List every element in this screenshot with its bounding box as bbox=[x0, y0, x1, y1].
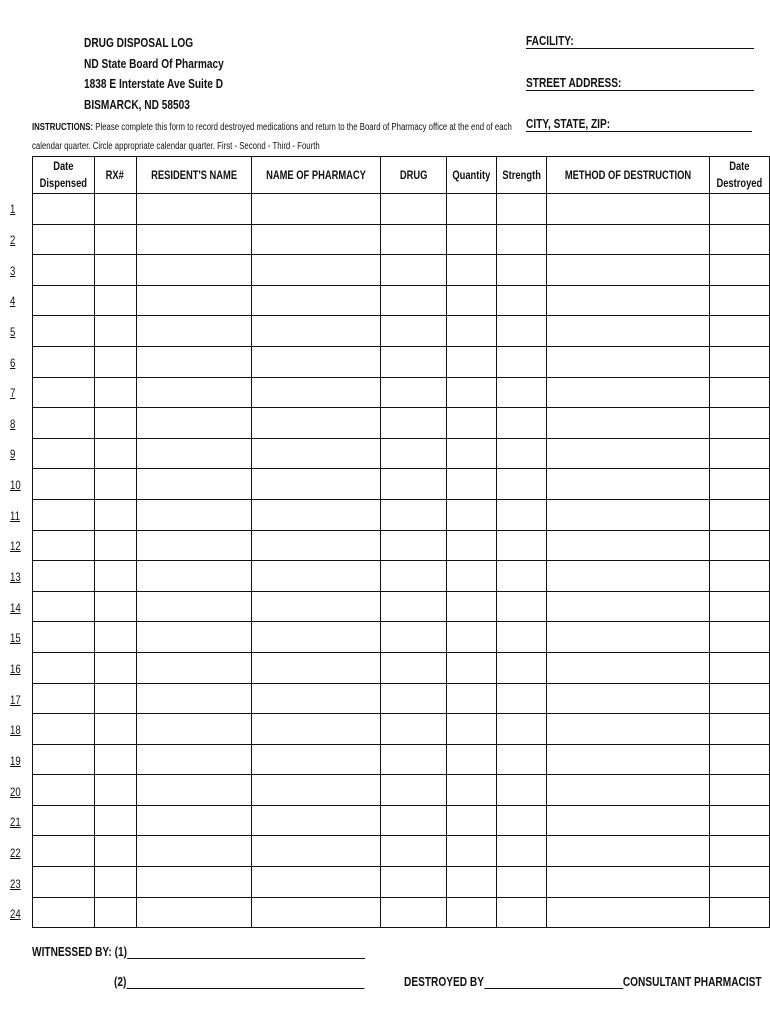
cell-quantity[interactable] bbox=[447, 622, 497, 653]
org-city: BISMARCK, ND 58503 bbox=[84, 96, 190, 112]
col-quantity: Quantity bbox=[447, 157, 497, 194]
cell-method[interactable] bbox=[547, 897, 710, 928]
cell-drug[interactable] bbox=[380, 530, 447, 561]
instructions bbox=[32, 118, 652, 156]
table-row bbox=[33, 805, 770, 836]
city-state-zip-label: CITY, STATE, ZIP: bbox=[526, 116, 611, 131]
drug-log-table bbox=[32, 156, 770, 928]
col-rx: RX# bbox=[94, 157, 136, 194]
table-row bbox=[33, 744, 770, 775]
row-number: 14 bbox=[10, 600, 21, 615]
table-row bbox=[33, 867, 770, 898]
cell-quantity[interactable] bbox=[447, 744, 497, 775]
cell-date-destroyed[interactable] bbox=[710, 683, 770, 714]
cell-quantity[interactable] bbox=[447, 683, 497, 714]
cell-quantity[interactable] bbox=[447, 867, 497, 898]
cell-rx[interactable] bbox=[94, 652, 136, 683]
cell-date-dispensed[interactable] bbox=[33, 897, 95, 928]
cell-date-dispensed[interactable] bbox=[33, 775, 95, 806]
witness-2-field[interactable] bbox=[114, 974, 435, 989]
row-number: 23 bbox=[10, 876, 21, 891]
cell-strength[interactable] bbox=[496, 194, 546, 225]
cell-resident-name[interactable] bbox=[136, 622, 251, 653]
cell-method[interactable] bbox=[547, 438, 710, 469]
row-number: 19 bbox=[10, 753, 21, 768]
cell-resident-name[interactable] bbox=[136, 683, 251, 714]
table-row bbox=[33, 683, 770, 714]
cell-rx[interactable] bbox=[94, 285, 136, 316]
cell-resident-name[interactable] bbox=[136, 285, 251, 316]
cell-date-destroyed[interactable] bbox=[710, 499, 770, 530]
cell-strength[interactable] bbox=[496, 438, 546, 469]
cell-resident-name[interactable] bbox=[136, 255, 251, 286]
cell-drug[interactable] bbox=[380, 224, 447, 255]
cell-strength[interactable] bbox=[496, 775, 546, 806]
witness-2-line[interactable] bbox=[126, 974, 364, 989]
table-row bbox=[33, 652, 770, 683]
cell-quantity[interactable] bbox=[447, 897, 497, 928]
cell-drug[interactable] bbox=[380, 836, 447, 867]
cell-method[interactable] bbox=[547, 836, 710, 867]
cell-resident-name[interactable] bbox=[136, 561, 251, 592]
cell-date-destroyed[interactable] bbox=[710, 622, 770, 653]
table-row bbox=[33, 285, 770, 316]
cell-date-destroyed[interactable] bbox=[710, 561, 770, 592]
cell-pharmacy-name[interactable] bbox=[251, 744, 380, 775]
cell-strength[interactable] bbox=[496, 255, 546, 286]
cell-resident-name[interactable] bbox=[136, 499, 251, 530]
cell-quantity[interactable] bbox=[447, 591, 497, 622]
col-date-destroyed: Date Destroyed bbox=[710, 157, 770, 194]
row-number: 3 bbox=[10, 263, 16, 278]
cell-strength[interactable] bbox=[496, 408, 546, 439]
cell-drug[interactable] bbox=[380, 194, 447, 225]
cell-quantity[interactable] bbox=[447, 775, 497, 806]
cell-date-destroyed[interactable] bbox=[710, 255, 770, 286]
cell-date-dispensed[interactable] bbox=[33, 285, 95, 316]
cell-date-destroyed[interactable] bbox=[710, 805, 770, 836]
cell-quantity[interactable] bbox=[447, 194, 497, 225]
witness-1-line[interactable] bbox=[127, 944, 365, 959]
cell-date-dispensed[interactable] bbox=[33, 652, 95, 683]
cell-date-destroyed[interactable] bbox=[710, 897, 770, 928]
cell-strength[interactable] bbox=[496, 622, 546, 653]
cell-method[interactable] bbox=[547, 408, 710, 439]
table-row bbox=[33, 377, 770, 408]
cell-rx[interactable] bbox=[94, 836, 136, 867]
row-number: 22 bbox=[10, 845, 21, 860]
row-number: 17 bbox=[10, 692, 21, 707]
cell-quantity[interactable] bbox=[447, 438, 497, 469]
cell-rx[interactable] bbox=[94, 683, 136, 714]
cell-drug[interactable] bbox=[380, 683, 447, 714]
table-row bbox=[33, 591, 770, 622]
cell-pharmacy-name[interactable] bbox=[251, 194, 380, 225]
cell-strength[interactable] bbox=[496, 561, 546, 592]
table-row bbox=[33, 836, 770, 867]
cell-pharmacy-name[interactable] bbox=[251, 469, 380, 500]
cell-quantity[interactable] bbox=[447, 530, 497, 561]
cell-pharmacy-name[interactable] bbox=[251, 683, 380, 714]
cell-date-dispensed[interactable] bbox=[33, 469, 95, 500]
cell-pharmacy-name[interactable] bbox=[251, 775, 380, 806]
cell-pharmacy-name[interactable] bbox=[251, 622, 380, 653]
cell-strength[interactable] bbox=[496, 285, 546, 316]
cell-quantity[interactable] bbox=[447, 714, 497, 745]
cell-strength[interactable] bbox=[496, 224, 546, 255]
table-row bbox=[33, 438, 770, 469]
cell-method[interactable] bbox=[547, 775, 710, 806]
cell-pharmacy-name[interactable] bbox=[251, 591, 380, 622]
cell-drug[interactable] bbox=[380, 469, 447, 500]
cell-strength[interactable] bbox=[496, 591, 546, 622]
cell-drug[interactable] bbox=[380, 408, 447, 439]
cell-rx[interactable] bbox=[94, 530, 136, 561]
row-number: 16 bbox=[10, 662, 21, 677]
col-drug: DRUG bbox=[380, 157, 447, 194]
cell-date-destroyed[interactable] bbox=[710, 530, 770, 561]
cell-resident-name[interactable] bbox=[136, 377, 251, 408]
cell-method[interactable] bbox=[547, 194, 710, 225]
cell-resident-name[interactable] bbox=[136, 346, 251, 377]
table-row bbox=[33, 714, 770, 745]
cell-method[interactable] bbox=[547, 805, 710, 836]
cell-date-destroyed[interactable] bbox=[710, 377, 770, 408]
cell-strength[interactable] bbox=[496, 316, 546, 347]
form-title: DRUG DISPOSAL LOG bbox=[84, 35, 194, 50]
cell-date-destroyed[interactable] bbox=[710, 316, 770, 347]
row-number: 12 bbox=[10, 539, 21, 554]
row-number: 2 bbox=[10, 232, 16, 247]
cell-strength[interactable] bbox=[496, 377, 546, 408]
cell-date-dispensed[interactable] bbox=[33, 867, 95, 898]
row-number: 13 bbox=[10, 570, 21, 585]
cell-date-dispensed[interactable] bbox=[33, 561, 95, 592]
street-address-field[interactable] bbox=[526, 75, 754, 91]
cell-rx[interactable] bbox=[94, 346, 136, 377]
cell-resident-name[interactable] bbox=[136, 836, 251, 867]
row-number: 4 bbox=[10, 294, 16, 309]
cell-method[interactable] bbox=[547, 346, 710, 377]
cell-strength[interactable] bbox=[496, 652, 546, 683]
table-row bbox=[33, 194, 770, 225]
cell-date-dispensed[interactable] bbox=[33, 224, 95, 255]
cell-method[interactable] bbox=[547, 316, 710, 347]
cell-drug[interactable] bbox=[380, 897, 447, 928]
cell-method[interactable] bbox=[547, 622, 710, 653]
cell-resident-name[interactable] bbox=[136, 652, 251, 683]
cell-strength[interactable] bbox=[496, 683, 546, 714]
row-number: 1 bbox=[10, 202, 16, 217]
cell-method[interactable] bbox=[547, 530, 710, 561]
cell-strength[interactable] bbox=[496, 499, 546, 530]
witnessed-by-label: WITNESSED BY: (1) bbox=[32, 944, 128, 959]
consultant-pharmacist-label: CONSULTANT PHARMACIST bbox=[622, 974, 762, 989]
cell-quantity[interactable] bbox=[447, 316, 497, 347]
cell-drug[interactable] bbox=[380, 652, 447, 683]
cell-resident-name[interactable] bbox=[136, 867, 251, 898]
cell-resident-name[interactable] bbox=[136, 408, 251, 439]
cell-method[interactable] bbox=[547, 469, 710, 500]
cell-pharmacy-name[interactable] bbox=[251, 408, 380, 439]
cell-method[interactable] bbox=[547, 224, 710, 255]
facility-field[interactable] bbox=[526, 33, 754, 49]
cell-rx[interactable] bbox=[94, 561, 136, 592]
cell-drug[interactable] bbox=[380, 591, 447, 622]
cell-date-destroyed[interactable] bbox=[710, 438, 770, 469]
cell-rx[interactable] bbox=[94, 805, 136, 836]
cell-drug[interactable] bbox=[380, 346, 447, 377]
cell-rx[interactable] bbox=[94, 622, 136, 653]
cell-date-dispensed[interactable] bbox=[33, 530, 95, 561]
cell-date-destroyed[interactable] bbox=[710, 469, 770, 500]
cell-method[interactable] bbox=[547, 377, 710, 408]
row-number: 8 bbox=[10, 416, 16, 431]
cell-drug[interactable] bbox=[380, 285, 447, 316]
table-row bbox=[33, 561, 770, 592]
cell-date-destroyed[interactable] bbox=[710, 285, 770, 316]
cell-resident-name[interactable] bbox=[136, 897, 251, 928]
cell-rx[interactable] bbox=[94, 867, 136, 898]
cell-drug[interactable] bbox=[380, 805, 447, 836]
cell-rx[interactable] bbox=[94, 255, 136, 286]
col-strength: Strength bbox=[496, 157, 546, 194]
cell-date-dispensed[interactable] bbox=[33, 683, 95, 714]
cell-date-destroyed[interactable] bbox=[710, 744, 770, 775]
cell-method[interactable] bbox=[547, 591, 710, 622]
instructions-text-2: calendar quarter. Circle appropriate calendar quarter. First - Second - Third - Fourth bbox=[32, 141, 320, 152]
cell-method[interactable] bbox=[547, 499, 710, 530]
cell-date-destroyed[interactable] bbox=[710, 346, 770, 377]
cell-drug[interactable] bbox=[380, 438, 447, 469]
cell-date-destroyed[interactable] bbox=[710, 714, 770, 745]
cell-strength[interactable] bbox=[496, 714, 546, 745]
cell-rx[interactable] bbox=[94, 316, 136, 347]
cell-date-destroyed[interactable] bbox=[710, 591, 770, 622]
cell-pharmacy-name[interactable] bbox=[251, 285, 380, 316]
row-number: 24 bbox=[10, 907, 21, 922]
cell-rx[interactable] bbox=[94, 499, 136, 530]
cell-drug[interactable] bbox=[380, 561, 447, 592]
cell-quantity[interactable] bbox=[447, 346, 497, 377]
destroyed-by-field[interactable] bbox=[404, 974, 770, 989]
cell-method[interactable] bbox=[547, 744, 710, 775]
cell-pharmacy-name[interactable] bbox=[251, 714, 380, 745]
cell-rx[interactable] bbox=[94, 438, 136, 469]
cell-rx[interactable] bbox=[94, 744, 136, 775]
cell-quantity[interactable] bbox=[447, 377, 497, 408]
cell-rx[interactable] bbox=[94, 377, 136, 408]
table-row bbox=[33, 897, 770, 928]
street-address-label: STREET ADDRESS: bbox=[526, 75, 622, 90]
cell-quantity[interactable] bbox=[447, 499, 497, 530]
cell-drug[interactable] bbox=[380, 775, 447, 806]
row-number: 15 bbox=[10, 631, 21, 646]
cell-date-destroyed[interactable] bbox=[710, 775, 770, 806]
cell-pharmacy-name[interactable] bbox=[251, 897, 380, 928]
cell-strength[interactable] bbox=[496, 867, 546, 898]
table-header-row bbox=[33, 157, 770, 194]
cell-drug[interactable] bbox=[380, 377, 447, 408]
cell-pharmacy-name[interactable] bbox=[251, 836, 380, 867]
cell-drug[interactable] bbox=[380, 744, 447, 775]
cell-date-dispensed[interactable] bbox=[33, 805, 95, 836]
cell-pharmacy-name[interactable] bbox=[251, 346, 380, 377]
destroyed-by-line[interactable] bbox=[484, 974, 623, 989]
cell-method[interactable] bbox=[547, 285, 710, 316]
cell-resident-name[interactable] bbox=[136, 714, 251, 745]
org-address: 1838 E Interstate Ave Suite D bbox=[84, 76, 224, 91]
cell-resident-name[interactable] bbox=[136, 224, 251, 255]
cell-quantity[interactable] bbox=[447, 255, 497, 286]
cell-drug[interactable] bbox=[380, 867, 447, 898]
cell-date-dispensed[interactable] bbox=[33, 714, 95, 745]
cell-pharmacy-name[interactable] bbox=[251, 316, 380, 347]
cell-strength[interactable] bbox=[496, 836, 546, 867]
cell-date-dispensed[interactable] bbox=[33, 377, 95, 408]
cell-quantity[interactable] bbox=[447, 224, 497, 255]
cell-quantity[interactable] bbox=[447, 836, 497, 867]
col-method: METHOD OF DESTRUCTION bbox=[547, 157, 710, 194]
cell-date-dispensed[interactable] bbox=[33, 316, 95, 347]
cell-resident-name[interactable] bbox=[136, 775, 251, 806]
table-row bbox=[33, 316, 770, 347]
cell-pharmacy-name[interactable] bbox=[251, 377, 380, 408]
cell-drug[interactable] bbox=[380, 714, 447, 745]
cell-pharmacy-name[interactable] bbox=[251, 224, 380, 255]
table-row bbox=[33, 408, 770, 439]
cell-date-dispensed[interactable] bbox=[33, 438, 95, 469]
cell-pharmacy-name[interactable] bbox=[251, 438, 380, 469]
row-number: 11 bbox=[10, 508, 20, 523]
cell-quantity[interactable] bbox=[447, 285, 497, 316]
cell-resident-name[interactable] bbox=[136, 438, 251, 469]
cell-resident-name[interactable] bbox=[136, 194, 251, 225]
cell-rx[interactable] bbox=[94, 224, 136, 255]
cell-quantity[interactable] bbox=[447, 652, 497, 683]
destroyed-by-label: DESTROYED BY bbox=[404, 974, 485, 989]
row-number: 6 bbox=[10, 355, 16, 370]
table-row bbox=[33, 622, 770, 653]
cell-date-destroyed[interactable] bbox=[710, 836, 770, 867]
cell-resident-name[interactable] bbox=[136, 316, 251, 347]
cell-strength[interactable] bbox=[496, 897, 546, 928]
col-date-dispensed: Date Dispensed bbox=[33, 157, 95, 194]
cell-method[interactable] bbox=[547, 714, 710, 745]
cell-pharmacy-name[interactable] bbox=[251, 530, 380, 561]
cell-rx[interactable] bbox=[94, 469, 136, 500]
row-number: 10 bbox=[10, 478, 21, 493]
cell-date-destroyed[interactable] bbox=[710, 224, 770, 255]
cell-date-destroyed[interactable] bbox=[710, 194, 770, 225]
cell-quantity[interactable] bbox=[447, 469, 497, 500]
cell-method[interactable] bbox=[547, 867, 710, 898]
table-row bbox=[33, 469, 770, 500]
cell-pharmacy-name[interactable] bbox=[251, 652, 380, 683]
cell-date-dispensed[interactable] bbox=[33, 591, 95, 622]
cell-date-dispensed[interactable] bbox=[33, 194, 95, 225]
cell-date-destroyed[interactable] bbox=[710, 408, 770, 439]
cell-pharmacy-name[interactable] bbox=[251, 561, 380, 592]
cell-quantity[interactable] bbox=[447, 408, 497, 439]
row-number: 9 bbox=[10, 447, 16, 462]
org-name: ND State Board Of Pharmacy bbox=[84, 55, 224, 71]
cell-method[interactable] bbox=[547, 255, 710, 286]
row-number: 5 bbox=[10, 324, 16, 339]
table-row bbox=[33, 224, 770, 255]
row-number: 7 bbox=[10, 386, 16, 401]
table-row bbox=[33, 499, 770, 530]
table-row bbox=[33, 346, 770, 377]
cell-strength[interactable] bbox=[496, 346, 546, 377]
instructions-text-1: Please complete this form to record destroyed medications and return to the Board of Pharmacy office at the end of each bbox=[95, 122, 512, 133]
row-number: 20 bbox=[10, 784, 21, 799]
cell-strength[interactable] bbox=[496, 469, 546, 500]
col-pharmacy-name: NAME OF PHARMACY bbox=[251, 157, 380, 194]
table-row bbox=[33, 775, 770, 806]
table-row bbox=[33, 530, 770, 561]
cell-drug[interactable] bbox=[380, 622, 447, 653]
header-block bbox=[84, 33, 263, 115]
cell-drug[interactable] bbox=[380, 316, 447, 347]
cell-rx[interactable] bbox=[94, 194, 136, 225]
cell-date-destroyed[interactable] bbox=[710, 867, 770, 898]
cell-date-dispensed[interactable] bbox=[33, 408, 95, 439]
table-row bbox=[33, 255, 770, 286]
cell-rx[interactable] bbox=[94, 897, 136, 928]
cell-strength[interactable] bbox=[496, 805, 546, 836]
cell-rx[interactable] bbox=[94, 775, 136, 806]
cell-date-dispensed[interactable] bbox=[33, 255, 95, 286]
witness-2-label: (2) bbox=[114, 974, 127, 989]
row-number: 21 bbox=[10, 815, 21, 830]
cell-resident-name[interactable] bbox=[136, 744, 251, 775]
cell-method[interactable] bbox=[547, 683, 710, 714]
cell-strength[interactable] bbox=[496, 530, 546, 561]
cell-resident-name[interactable] bbox=[136, 591, 251, 622]
cell-method[interactable] bbox=[547, 652, 710, 683]
cell-date-destroyed[interactable] bbox=[710, 652, 770, 683]
instructions-label: INSTRUCTIONS: bbox=[32, 122, 94, 133]
cell-rx[interactable] bbox=[94, 714, 136, 745]
cell-date-dispensed[interactable] bbox=[33, 744, 95, 775]
row-number: 18 bbox=[10, 723, 21, 738]
cell-drug[interactable] bbox=[380, 499, 447, 530]
cell-resident-name[interactable] bbox=[136, 805, 251, 836]
cell-resident-name[interactable] bbox=[136, 469, 251, 500]
witness-1-field[interactable] bbox=[32, 944, 459, 959]
cell-date-dispensed[interactable] bbox=[33, 622, 95, 653]
cell-pharmacy-name[interactable] bbox=[251, 255, 380, 286]
cell-date-dispensed[interactable] bbox=[33, 499, 95, 530]
cell-rx[interactable] bbox=[94, 408, 136, 439]
cell-pharmacy-name[interactable] bbox=[251, 867, 380, 898]
cell-pharmacy-name[interactable] bbox=[251, 499, 380, 530]
cell-method[interactable] bbox=[547, 561, 710, 592]
cell-quantity[interactable] bbox=[447, 805, 497, 836]
cell-pharmacy-name[interactable] bbox=[251, 805, 380, 836]
cell-drug[interactable] bbox=[380, 255, 447, 286]
cell-date-dispensed[interactable] bbox=[33, 836, 95, 867]
cell-date-dispensed[interactable] bbox=[33, 346, 95, 377]
cell-strength[interactable] bbox=[496, 744, 546, 775]
cell-quantity[interactable] bbox=[447, 561, 497, 592]
facility-label: FACILITY: bbox=[526, 33, 574, 48]
cell-rx[interactable] bbox=[94, 591, 136, 622]
col-resident-name: RESIDENT'S NAME bbox=[136, 157, 251, 194]
cell-resident-name[interactable] bbox=[136, 530, 251, 561]
